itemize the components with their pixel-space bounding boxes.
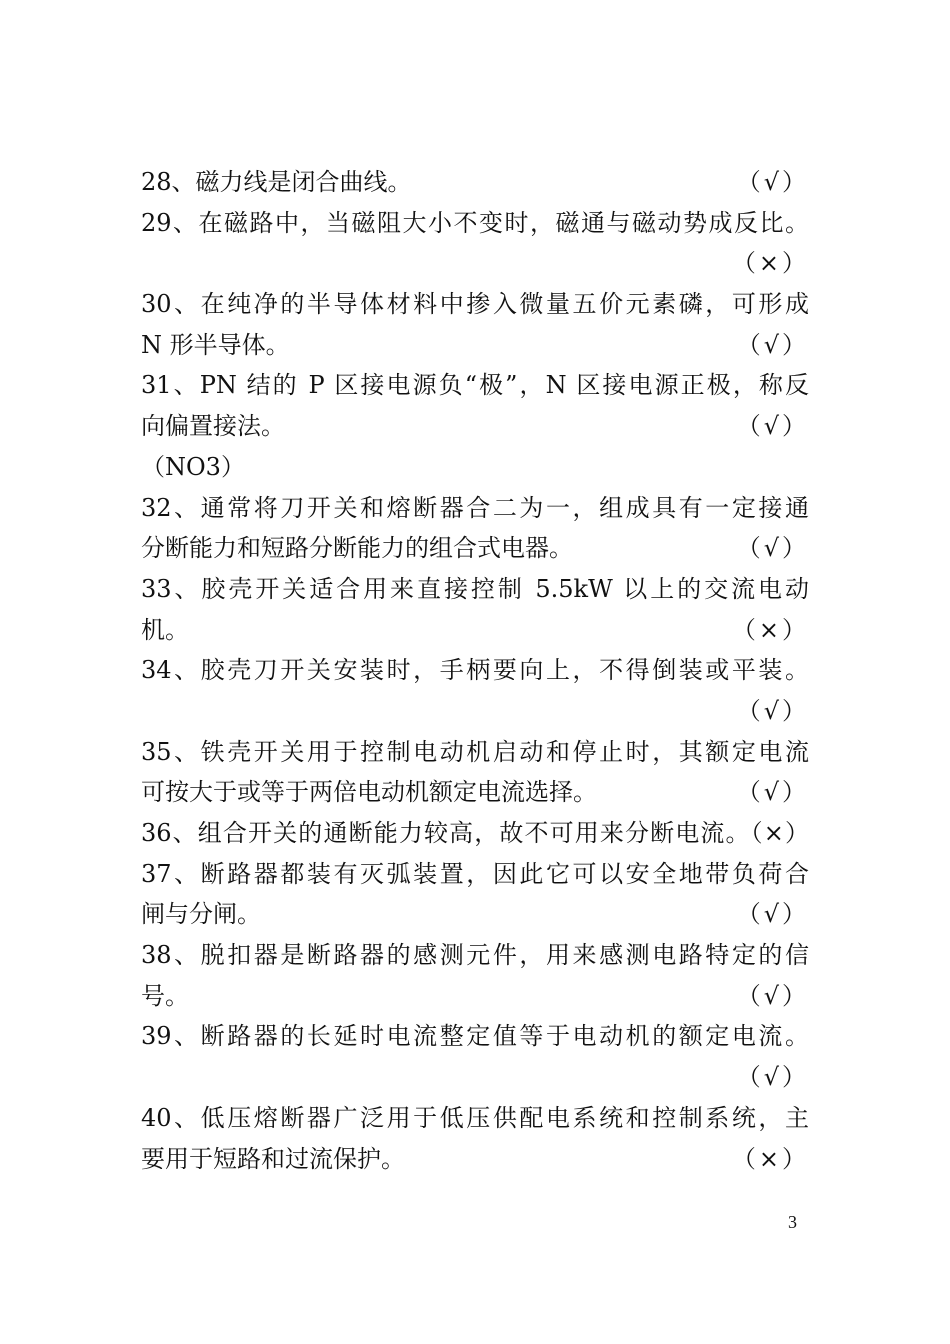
text-line xyxy=(141,406,809,447)
answer-mark: （√） xyxy=(736,412,809,441)
line-text: 闸与分闸。 xyxy=(141,900,261,929)
line-text: 32、通常将刀开关和熔断器合二为一，组成具有一定接通 xyxy=(141,493,809,522)
answer-mark: （√） xyxy=(736,778,809,807)
text-line xyxy=(141,203,809,244)
answer-mark: （×） xyxy=(731,1144,809,1173)
text-line xyxy=(141,1139,809,1180)
text-line xyxy=(141,162,809,203)
line-text: 36、组合开关的通断能力较高，故不可用来分断电流。（×） xyxy=(141,819,809,847)
line-text: 35、铁壳开关用于控制电动机启动和停止时，其额定电流 xyxy=(141,737,809,766)
line-text: 可按大于或等于两倍电动机额定电流选择。 xyxy=(141,778,597,807)
line-text: 34、胶壳刀开关安装时，手柄要向上，不得倒装或平装。 xyxy=(141,656,809,685)
line-text: N 形半导体。 xyxy=(141,330,290,359)
text-line xyxy=(141,569,809,610)
answer-mark: （√） xyxy=(736,168,809,196)
answer-mark: （√） xyxy=(736,696,809,725)
text-line xyxy=(141,813,809,854)
text-line xyxy=(141,365,809,406)
text-line xyxy=(141,325,809,366)
page-number: 3 xyxy=(788,1212,797,1232)
text-line xyxy=(141,894,809,935)
line-text: 号。 xyxy=(141,981,189,1010)
text-line xyxy=(141,488,809,529)
answer-mark: （√） xyxy=(736,534,809,563)
text-line xyxy=(141,1057,809,1098)
text-line xyxy=(141,691,809,732)
line-text: 机。 xyxy=(141,615,189,644)
text-line xyxy=(141,1098,809,1139)
line-text: 30、在纯净的半导体材料中掺入微量五价元素磷，可形成 xyxy=(141,290,809,319)
text-line xyxy=(141,772,809,813)
line-text: 29、在磁路中，当磁阻大小不变时，磁通与磁动势成反比。 xyxy=(141,208,809,237)
line-text: 33、胶壳开关适合用来直接控制 5.5kW 以上的交流电动 xyxy=(141,574,809,603)
text-line xyxy=(141,610,809,651)
answer-mark: （×） xyxy=(731,249,809,278)
line-text: 28、磁力线是闭合曲线。 xyxy=(141,168,412,196)
text-line xyxy=(141,1016,809,1057)
line-text: 40、低压熔断器广泛用于低压供配电系统和控制系统，主 xyxy=(141,1103,809,1132)
answer-mark: （√） xyxy=(736,981,809,1010)
line-text: （NO3） xyxy=(141,452,245,481)
text-line xyxy=(141,650,809,691)
line-text: 要用于短路和过流保护。 xyxy=(141,1144,405,1173)
line-text: 向偏置接法。 xyxy=(141,412,285,441)
question-list xyxy=(141,162,809,1179)
answer-mark: （√） xyxy=(736,1063,809,1092)
answer-mark: （√） xyxy=(736,330,809,359)
text-line xyxy=(141,528,809,569)
line-text: 分断能力和短路分断能力的组合式电器。 xyxy=(141,534,573,563)
line-text: 38、脱扣器是断路器的感测元件，用来感测电路特定的信 xyxy=(141,941,809,970)
text-line xyxy=(141,976,809,1017)
line-text: 37、断路器都装有灭弧装置，因此它可以安全地带负荷合 xyxy=(141,859,809,888)
text-line xyxy=(141,243,809,284)
text-line xyxy=(141,284,809,325)
answer-mark: （×） xyxy=(731,615,809,644)
answer-mark: （√） xyxy=(736,900,809,929)
text-line xyxy=(141,935,809,976)
line-text: 39、断路器的长延时电流整定值等于电动机的额定电流。 xyxy=(141,1022,809,1051)
text-line xyxy=(141,447,809,488)
text-line xyxy=(141,854,809,895)
line-text: 31、PN 结的 P 区接电源负“极”，N 区接电源正极，称反 xyxy=(141,371,809,400)
text-line xyxy=(141,732,809,773)
